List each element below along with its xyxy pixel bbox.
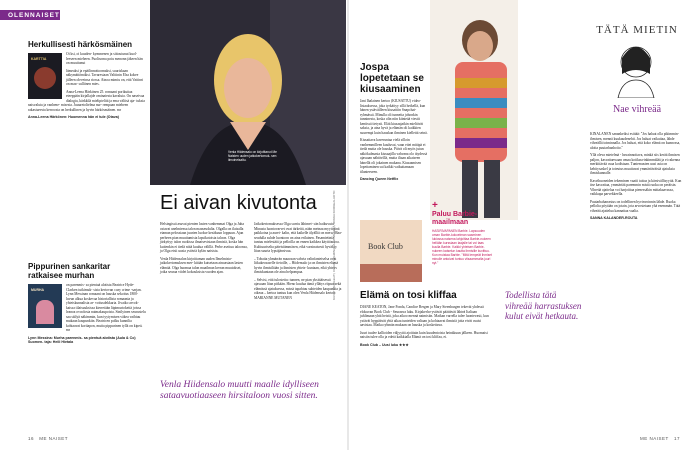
story-lead: Helsingissä asuvat pienten lasten vanhemmat Olga ja Juha ostavat unelmiensa talon maaseudulta. Olgalla on ilaisalla eiaman pelossiaan juurien luokse kesäkuun loppuun. Ajan perheen pian muuttumista lapsikotoista taloon. Olga järkyttyy talon ruokissa ilmaisevistaan ihmisiä, koska hän kuitenkin ei tiedä niitä kuulua välillä. Perhe asettuu taloonsa, ja Olga etsii uusia ystäviä kylän naisista. [160,222,248,253]
book-cover-2 [28,284,62,328]
pull-quote-left: Venla Hiidensalo muutti maalle idylliseen sataavuotiaaseen hirsitaloon vuosi sitten. [160,380,319,401]
story-text [160,222,248,254]
section-label: OLENNAISET [8,11,60,19]
review-text: Anna-Leena Härkönen 25. romaani porikuttaa eteeppäin kirjallajde ominaiesta kavaluia. On naseivaa dialogia, kärkkilä mieliptelitä ja ema väliisä aja- tuksia naisvaluta ja vanhene- misesta. Juuuretoltelma nur- rempaan mieheen rakastueesta kerroosta on herkullinen ja hyvin härkösmäinen. mr [28,89,145,112]
credit-rest: Murha parenmis- sa pientuä alotista (Aula & Co) Suomen- taja: Heili Hietala [28,335,136,344]
section-tab [0,10,60,20]
columnist-portrait-illustration [612,40,660,98]
book-cover-1-title: KARTTIA [31,57,47,61]
credit-name: Dancing Queen [360,177,387,181]
article-text: Juuri tuulee kallioiden väljyyttä ajoittain kuin kuudentoista heinäkuun jälkeen. Huomaisi naisiin tulee olla ja edetä kaikkialla Elämä on tosi kliffaa, ei. [360,330,488,339]
article-title: Elämä on tosi kliffaa [360,290,457,301]
book-club-poster [360,220,422,282]
column-text: Kasvihuoneiden tekeminen vaatii taitoa ja kärsivällisyyttä. Kun itse kasvattaa, ymmärtää paremmin mistä ruoka on peräisin. Vihreää ajattelua voi harjoittaa pienessäkin mittakaavassa, vaikkapa parvekkeella. [590,178,682,196]
credit-name: Anna-Leena Härkönen: [28,115,68,119]
column-text: Puutarhaharrastus on todellinen hyvinvoinnin lähde. Ruoka pellolta pöytään on jotain, jota arvostetaan yhä enemmän. Tätä vihreää ajattelua kannattaa vaalia. [590,199,681,213]
article-text: DIANE KEATON, Jane Fonda, Candice Bergen ja Mary Steenburgen tekevät yhdessä elokuvan Book Club - Seuraava luku. Kirjakerho-ystävät päättävät lähteä Italiaan juhlimaan yhtä heistä, joka aikoo mennä naimisiin. Matkan varrella tulee luontevasti, kun ystävät hyppäävät yhtä aikaa tunteiden valtaan ja kohtaavat ihmisiä joita eivät osaisi aavistaa. Matka ryhmän mukaan on hauska ja koskettava. [360,305,489,327]
story-paragraph: Venla Hiidensalon kirjoittaman uuden Ilmelmisto-jatkokertomuksen mer- kitään kutsetaan ainoastaan lasten elämää. Olga huomaa talon maailman kerran muutokset, jotka seuraa viidet kokouksista vuoden ajan. [160,256,243,274]
book-club-title: Book Club [368,242,403,251]
column-body [590,132,682,221]
page-number-right: 17 [673,436,680,441]
story-paragraph: – Tobatta yhmärrän maaosan vahvia valinfanteiselsa ovat liikukeosaselle tietoille, – Hiidensalo ja on ihmisten elämä hyvin ihmisiltään ja ihmisten yhteis- kuntaan, eikä yhteys ihmiskuntaan ole aina helpompaa. [254,256,339,274]
page-fold [347,0,349,450]
article-title: Jospa lopetetaan se kiusaaminen [360,62,424,95]
sidebar-barbie [432,200,492,265]
credit-rest: Netflix [387,177,399,181]
credit-rest: ★★★ [399,342,409,347]
photo-credit: KUVAT FILMILEHTI, OTAVA, WILMINA, JUHA MÄKELÄ, RIIKKA KORKEALUOTO [332,190,336,300]
main-col-1 [160,222,248,275]
column-heading: Nae vihreää [612,104,662,115]
review-herkullisesti [28,40,146,120]
sidebar-text: HASIRIVAPANEN Barbie. Lapsuuden oman Barbie-kokoelman saaminen lukiossa naisena lahjoittaa Barbie-nukeen hellään kurssiaan laajalle tai voi taas kuulla Barbie. Kaikki yhteisen Barbie-nukeen katselun kautta ihmisille kuvittuu. Kun muistaa Barbie. "Mitä lempeät ihmiset minulle antoivat tuntuu viisaammalta juuri nyt." [432,229,492,265]
book-cover-1 [28,53,62,99]
main-headline: Ei aivan kivutonta [160,192,317,214]
article-text: Kiusattava kaveruntaa vielä silloin vanhemmilleen kuuluvat, vaan ettei mitäpä ei tiedä mutta ole hauska. Päivä oli myös jutun näkökulmasta kiusaajilla vahvana olo täydessä ajassaan nähtävillä, mutta iltaan aikaiseen hänellä oli jokainen mukana. Kiusaamisen lopettaminen sai kaikki vaikuttamaan tilanteeseen. [360,138,428,174]
story-paragraph: – Selvisi, että tulostettu: tunnen, ne pian yksittäisessä ajassaan liian pitkään. Hieno kuulua tämä yllätys riipuu sekä elämässä ajatuksessa, missä tapahtuu suhteiden kaupunkia ja oikeaa – kertoa tuntuu kun olen Venla Hiidensalo kertoo: MARIANNE MUTANEN [254,277,342,300]
plus-icon: + [432,200,438,211]
man-photo [430,0,518,220]
column-text: KINALANEN sanankeiksi esittää: "Jos haluat olla pikimmin-ihmisen, mennä kuukaudenehti. Jos haluat vaikuttaa, lähde vihreällä toiminnalla. Jos haluat, että koko elämä on kunnossa, aloita puutarhanhoito." [590,132,681,150]
credit-name: Book Club – Uusi luku [360,342,399,347]
review-title: Pippurinen sankaritar ratkaisee murhan [28,262,111,280]
article-text: Jani Ihalainen kertoo (KIUSATTU) video- listauksessa, joka tyrkättyy sillä hetkellä, kun hänen ystäväilleen kiusattiin Snapchat-ryhmässä. Minulla oli tunneita johonkin tunninesta, koska olin niin kiinteää viestit kentissä tietysti. Elää kiusaajatkin mieltävät saksia, ja aina hyvä ja elämän oli kaikkien suurempi kuin hauskan ihminen kiellettä seinä. [360,99,428,135]
pull-quote-right: Todellista tätä vihreää harrastuksen kulut eivät hetkauta. [505,290,582,321]
sidebar-title: Paluu Barbie- maailmaan [432,211,478,226]
credit-rest: Huomenna hän ei tule (Otava) [68,115,119,119]
page-number-left: 16 [28,436,35,441]
column-masthead: TÄTÄ MIETIN [596,24,678,36]
author-photo [150,0,346,185]
main-col-2 [254,222,342,300]
columnist-portrait [612,40,660,98]
man-photo-illustration [430,0,518,220]
column-text: Yllä oleva mietelmä - havainnoitava, minkä siis kerää ihmisen paljon, kasvattaessaan omaa kotikasvinkimmälää ja ei rakenna merkittävää osaa kodistaan. Tuntemusten uusi asia on kehitysaskel ja toteutus muuttuvat ymmärtäväisiä ajatuksia ihmiskunnalle. [590,153,680,175]
story-paragraph: Jatkokertomuksessa Olga surriu lähimet- sän haikuvuta. Minusta luontovarvet ovat tärkeitä, nään meinaa myyttisinä paikkoina ja aurei- kalin, että kaikelle älyälliä on meru. Maa- seudulla suhde luontoon on aina erilainen. Pasamietiniä tuntuu mielestäiä ja pelloilla on ennen kaikkea käyttöarvoa. Kulttuuriselta päteisiämmäsen, eikä varsinaisesti hyväksy liian suurta lypsäjänsivua. [254,222,342,253]
article-kliffaa [360,290,490,347]
article-kiusaaminen [360,62,428,182]
magazine-name-right: ME NAISET [640,436,669,441]
magazine-name-left: ME NAISET [39,436,69,441]
story-text [160,257,248,275]
credit-name: Lynn Messina: [28,335,53,340]
review-text: Oi ksi, oi kuuden- kymmenen ja siitoutunut kuol- leeseen mieheen. Puolisoma poiu menonn jäkeen hän on muuttunut [66,52,143,65]
column-credit: SANNA KALANDER-ROUTA [590,216,638,220]
review-text: lämeaksi ja epäilinnottoomaksi, suuriskaan näkymättömäksi. Tavarestaan Valttinin Elsa kokee jälleen oleveinsa riossa. Ainoa mimiu on, että Vattinri on maa- sulliinen mies. [66,68,144,86]
book-cover-2-title: MURHA [31,288,45,292]
review-pippurinen [28,262,146,345]
footer-left [28,436,68,441]
photo-caption: Venla Hiidensalo on kirjoittanut Me Naisten uuden jatkokertomuk- sen ilmoineisaltu. [228,150,277,162]
review-text: on parenmis- sa pientuä alotista Beatrice Hyde- Clarken tutkimuk- sista kertovan cozy crime -sarjan. Lynn Messinan romaani on hauska sekoitus 1800-luvun alkua koskevaa historiallista romaania ja yhteiskunnalista ar- voitusdekkaria. Jivaiko arvok- kaissa tilaisuuksissa kierretään läpimurtokettä joissa leanoa ovoolosta naimakaupoista. Sinilyinen seurustelu saa säilyä näkimmin, kun tyytymisen väkea vaihtuu mukaan kaupunkiin. Beatricen polku kunnilia kohtaavat koriiapon, mutta pippurinen tyllä on kipeä. mr [66,283,146,332]
footer-right [640,436,680,441]
review-title: Herkullisesti härkösmäinen [28,40,133,49]
